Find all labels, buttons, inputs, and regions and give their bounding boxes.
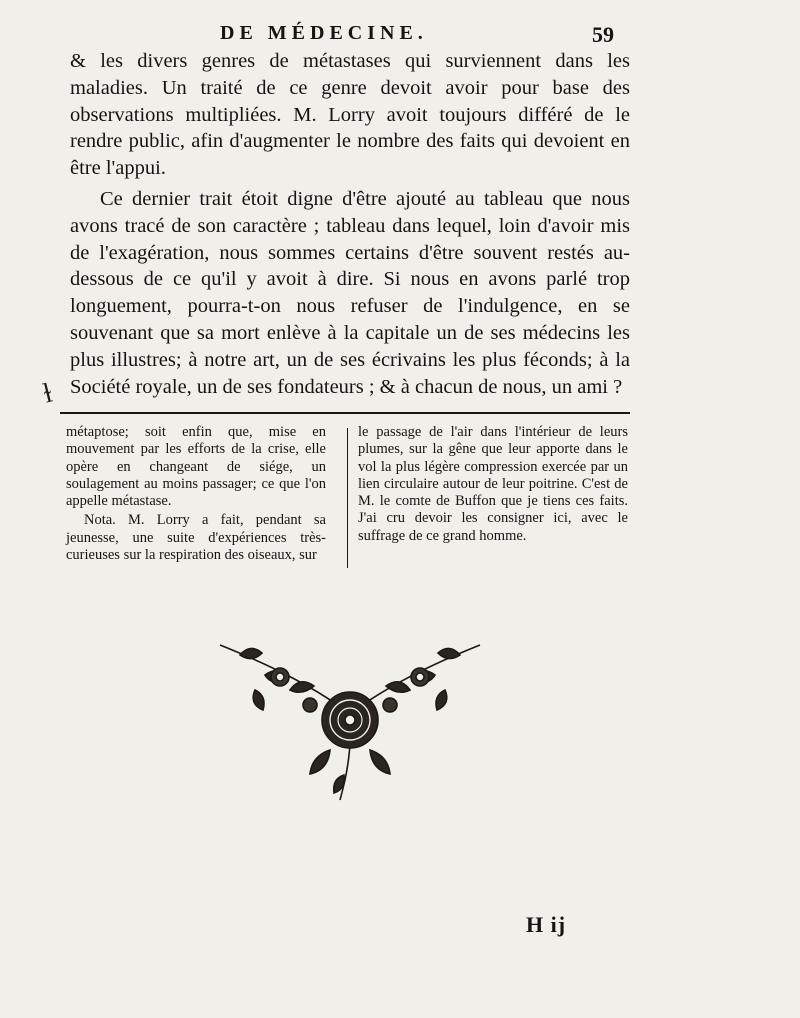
footnote-paragraph: métaptose; soit enfin que, mise en mouvement par les efforts de la crise, elle opère en changeant de siége, un soulagement au moins passager; ce que l'on appelle métastase. <box>66 424 326 510</box>
running-head: DE MÉDECINE. <box>220 22 428 44</box>
footnote-rule <box>60 412 630 414</box>
footnote-column-left <box>66 424 326 564</box>
main-text <box>70 48 630 400</box>
footnote-nota: Nota. M. Lorry a fait, pendant sa jeunesse, une suite d'expériences très-curieuses sur la respiration des oiseaux, sur <box>66 512 326 564</box>
page-number: 59 <box>592 22 614 47</box>
paragraph-1: & les divers genres de métastases qui surviennent dans les maladies. Un traité de ce genre devoit avoir pour base des observations multipliées. M. Lorry avoit toujours différé de le rendre public, afin d'augmenter le nombre des faits qui devoient en être l'appui. <box>70 50 630 180</box>
footnote-column-right <box>358 424 628 545</box>
handwritten-mark-icon: ɫ <box>40 377 56 410</box>
footnote-paragraph: le passage de l'air dans l'intérieur de leurs plumes, sur la gêne que leur apporte dans le vol la plus légère compression exercée par un lien circulaire autour de leur poitrine. C'est de M. le comte de Buffon que je tiens ces faits. J'ai cru devoir les consigner ici, avec le suffrage de ce grand homme. <box>358 424 628 544</box>
floral-ornament-icon <box>210 635 490 805</box>
signature-mark: H ij <box>526 912 567 937</box>
column-divider <box>347 428 348 568</box>
paragraph-2: Ce dernier trait étoit digne d'être ajouté au tableau que nous avons tracé de son caractère ; tableau dans lequel, loin d'avoir mis de l'exagération, nous sommes certains d'être souvent restés au-dessous de ce qu'il y avoit à dire. Si nous en avons parlé trop longuement, pourra-t-on nous refuser de l'indulgence, en se souvenant que sa mort enlève à la capitale un de ses médecins les plus illustres; à notre art, un de ses écrivains les plus féconds; à la Société royale, un de ses fondateurs ; & à chacun de nous, un ami ? <box>70 187 630 398</box>
